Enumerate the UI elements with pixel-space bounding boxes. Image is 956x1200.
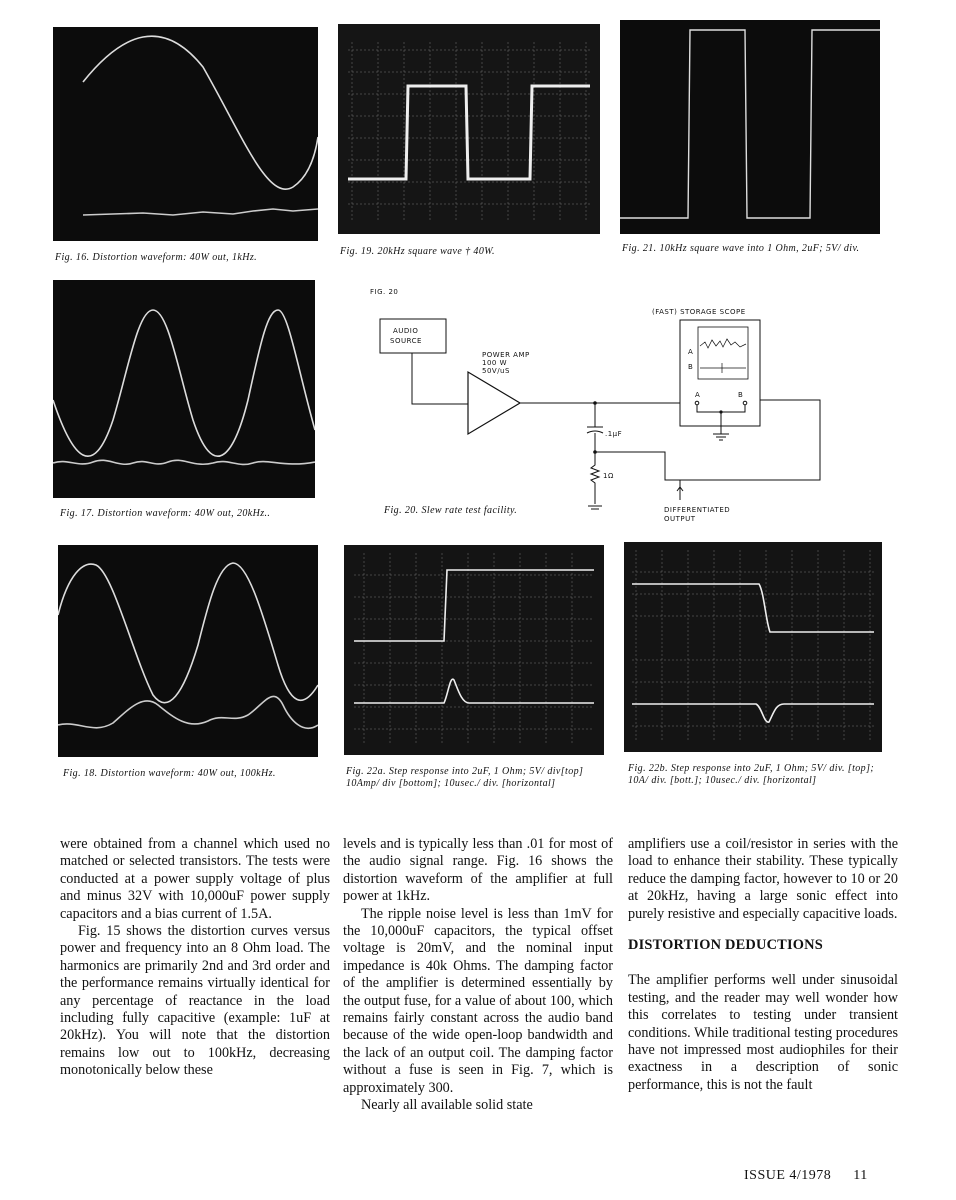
svg-text:AUDIO: AUDIO: [393, 327, 419, 335]
svg-text:.1µF: .1µF: [605, 430, 623, 438]
fig21-caption: Fig. 21. 10kHz square wave into 1 Ohm, 2uF; 5V/ div.: [622, 243, 860, 254]
body-column-1: [60, 836, 330, 1080]
body-column-2: [343, 836, 613, 1115]
paragraph: The ripple noise level is less than 1mV for the 10,000uF capacitors, the typical offset voltage is 20mV, and the nominal input impedance is 40k Ohms. The damping factor of the amplifier is determined essentially by the output fuse, for a value of about 100, which remains fairly constant across the audio band because of the wide open-loop bandwidth and the lack of an output coil. The damping factor without a fuse is seen in Fig. 7, which is approximately 300.: [343, 905, 613, 1096]
svg-text:A: A: [695, 391, 701, 399]
svg-text:B: B: [688, 363, 694, 371]
paragraph: levels and is typically less than .01 for most of the audio signal range. Fig. 16 shows the distortion waveform of the amplifier at full power at 1kHz.: [343, 836, 613, 905]
svg-text:B: B: [738, 391, 744, 399]
fig20-caption: Fig. 20. Slew rate test facility.: [384, 505, 518, 516]
fig16-scope: [53, 27, 318, 241]
fig19-caption: Fig. 19. 20kHz square wave † 40W.: [340, 246, 495, 257]
svg-text:50V/uS: 50V/uS: [482, 367, 510, 375]
svg-text:DIFFERENTIATED: DIFFERENTIATED: [664, 506, 731, 514]
svg-text:100 W: 100 W: [482, 359, 508, 367]
fig20-diagram: [360, 284, 840, 530]
section-heading: DISTORTION DEDUCTIONS: [628, 937, 823, 954]
svg-text:A: A: [688, 348, 694, 356]
page-number: 11: [853, 1168, 868, 1183]
fig22b-caption: Fig. 22b. Step response into 2uF, 1 Ohm; 5V/ div. [top]; 10A/ div. [bott.]; 10usec./ div. [horizontal]: [628, 763, 875, 786]
audio-source-box: [380, 319, 446, 353]
fig19-scope: [338, 24, 600, 234]
fig16-caption: Fig. 16. Distortion waveform: 40W out, 1kHz.: [55, 252, 258, 263]
fig20-label: FIG. 20: [370, 288, 399, 296]
svg-text:SOURCE: SOURCE: [390, 337, 422, 345]
paragraph: The amplifier performs well under sinusoidal testing, and the reader may well wonder how this correlates to testing under transient conditions. While traditional testing procedures have not impressed most audiophiles for their exactness in a description of sonic performance, this is not the fault: [628, 972, 898, 1093]
fig17-scope: [53, 280, 315, 498]
svg-text:POWER AMP: POWER AMP: [482, 351, 530, 359]
svg-text:(FAST) STORAGE SCOPE: (FAST) STORAGE SCOPE: [652, 308, 746, 316]
fig22b-scope: [624, 542, 882, 752]
paragraph: Fig. 15 shows the distortion curves versus power and frequency into an 8 Ohm load. The harmonics are primarily 2nd and 3rd order and the performance remains virtually identical for any percentage of reactance in the load including fully capacitive (example: 1uF at 20kHz). You will note that the distortion remains low out to 100kHz, decreasing monotonically below these: [60, 923, 330, 1079]
fig21-scope: [620, 20, 880, 234]
page-footer: [744, 1168, 868, 1184]
paragraph: amplifiers use a coil/resistor in series with the load to enhance their stability. These typically reduce the damping factor, however to 10 or 20 at 20kHz, having a large sonic effect into purely resistive and especially capacitive loads.: [628, 836, 898, 922]
svg-text:1Ω: 1Ω: [603, 472, 614, 480]
fig17-caption: Fig. 17. Distortion waveform: 40W out, 20kHz..: [60, 508, 271, 519]
fig18-scope: [58, 545, 318, 757]
issue-label: ISSUE 4/1978: [744, 1168, 832, 1183]
paragraph: Nearly all available solid state: [361, 1097, 533, 1114]
fig18-caption: Fig. 18. Distortion waveform: 40W out, 100kHz.: [63, 768, 276, 779]
fig22a-caption: Fig. 22a. Step response into 2uF, 1 Ohm; 5V/ div[top] 10Amp/ div [bottom]; 10usec./ div. [horizontal]: [346, 766, 584, 789]
svg-text:OUTPUT: OUTPUT: [664, 515, 696, 523]
fig22a-scope: [344, 545, 604, 755]
body-column-3: [628, 836, 898, 1094]
power-amp-triangle: [468, 372, 520, 434]
paragraph: were obtained from a channel which used no matched or selected transistors. The tests were conducted at a power supply voltage of plus and minus 32V with 10,000uF power supply capacitors and a bias current of 1.5A.: [60, 836, 330, 922]
